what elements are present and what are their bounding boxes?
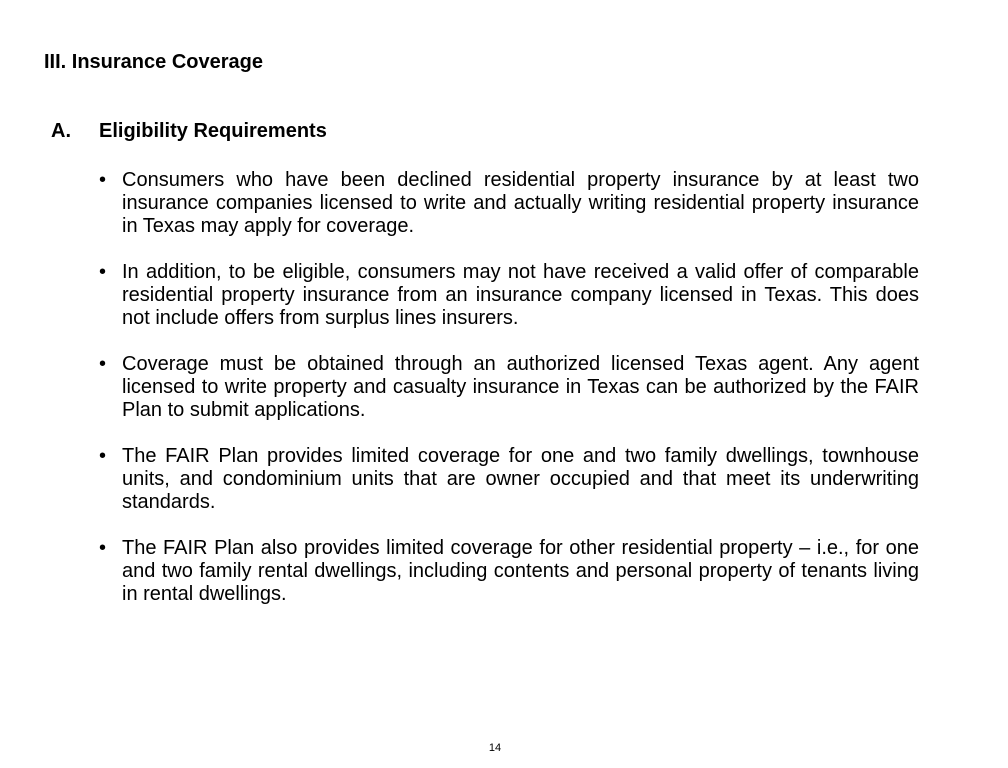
subsection-title: Eligibility Requirements [99,120,327,142]
page-number: 14 [488,742,502,754]
bullet-item [99,169,919,238]
bullet-item [99,537,919,606]
bullet-marker: • [99,261,107,283]
subsection-label: A. [51,120,71,142]
bullet-text: Consumers who have been declined residential property insurance by at least two insurance companies licensed to write and actually writing residential property insurance in Texas may apply for coverage. [122,169,919,237]
bullet-marker: • [99,537,107,559]
bullet-marker: • [99,445,107,467]
bullet-item [99,353,919,422]
bullet-text: The FAIR Plan also provides limited coverage for other residential property – i.e., for one and two family rental dwellings, including contents and personal property of tenants living in rental dwellings. [122,537,919,605]
bullet-text: Coverage must be obtained through an authorized licensed Texas agent. Any agent licensed to write property and casualty insurance in Texas can be authorized by the FAIR Plan to submit applications. [122,353,919,421]
eligibility-bullet-list [99,169,919,629]
bullet-text: The FAIR Plan provides limited coverage for one and two family dwellings, townhouse units, and condominium units that are owner occupied and that meet its underwriting standards. [122,445,919,513]
bullet-item [99,445,919,514]
bullet-text: In addition, to be eligible, consumers may not have received a valid offer of comparable residential property insurance from an insurance company licensed in Texas. This does not include offers from surplus lines insurers. [122,261,919,329]
bullet-item [99,261,919,330]
subsection-heading [51,119,327,143]
section-title: III. Insurance Coverage [44,51,263,73]
bullet-marker: • [99,169,107,191]
bullet-marker: • [99,353,107,375]
